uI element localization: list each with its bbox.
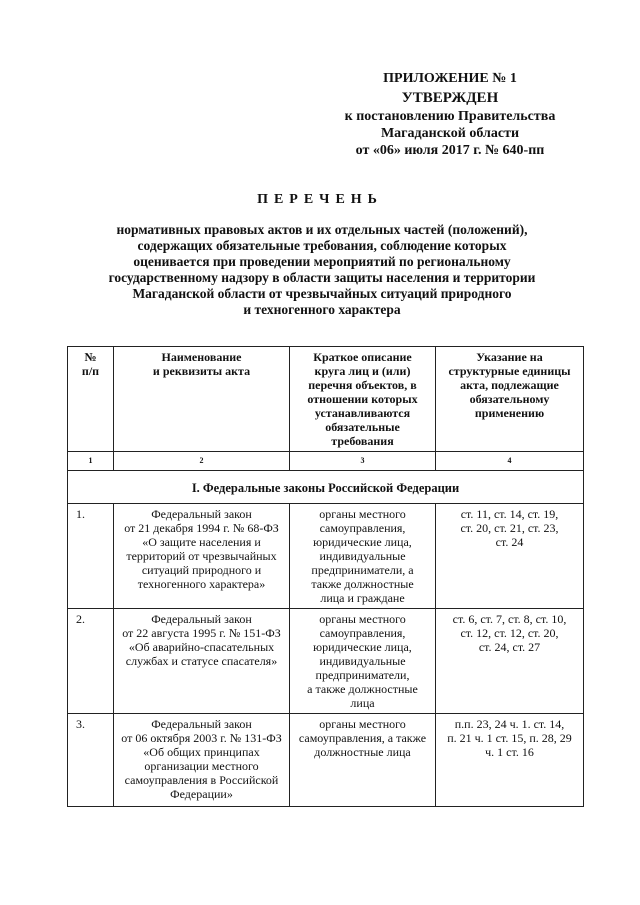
column-number: 2 <box>114 452 290 471</box>
column-number-row <box>68 452 584 471</box>
table-row <box>68 609 584 714</box>
persons-cell: органы местного самоуправления, юридические лица, индивидуальные предприниматели, а также должностные лица <box>290 609 436 714</box>
document-title: ПЕРЕЧЕНЬ <box>257 192 383 207</box>
acts-table <box>67 346 584 807</box>
subtitle-line: нормативных правовых актов и их отдельных частей (положений), <box>116 222 528 237</box>
persons-cell: органы местного самоуправления, юридические лица, индивидуальные предприниматели, а также должностные лица и граждане <box>290 504 436 609</box>
approved-by-line: к постановлению Правительства <box>344 109 556 124</box>
act-cell: Федеральный закон от 22 августа 1995 г. № 151-ФЗ «Об аварийно-спасательных службах и статусе спасателя» <box>114 609 290 714</box>
approved-label: УТВЕРЖДЕН <box>401 90 499 106</box>
decree-date-line: от «06» июля 2017 г. № 640-пп <box>355 143 545 158</box>
header-number: № п/п <box>68 347 114 452</box>
row-number: 3. <box>68 714 114 807</box>
persons-cell: органы местного самоуправления, а также должностные лица <box>290 714 436 807</box>
table-header-row <box>68 347 584 452</box>
units-cell: ст. 6, ст. 7, ст. 8, ст. 10, ст. 12, ст. 12, ст. 20, ст. 24, ст. 27 <box>436 609 584 714</box>
document-subtitle <box>62 222 582 318</box>
column-number: 1 <box>68 452 114 471</box>
act-cell: Федеральный закон от 06 октября 2003 г. № 131-ФЗ «Об общих принципах организации местного самоуправления в Российской Федерации» <box>114 714 290 807</box>
appendix-number: ПРИЛОЖЕНИЕ № 1 <box>383 71 517 86</box>
table-row <box>68 714 584 807</box>
appendix-block <box>300 70 600 159</box>
subtitle-line: содержащих обязательные требования, соблюдение которых <box>137 238 507 253</box>
table-row <box>68 504 584 609</box>
row-number: 2. <box>68 609 114 714</box>
header-units: Указание на структурные единицы акта, подлежащие обязательному применению <box>436 347 584 452</box>
column-number: 4 <box>436 452 584 471</box>
subtitle-line: оценивается при проведении мероприятий по региональному <box>133 254 511 269</box>
units-cell: п.п. 23, 24 ч. 1. ст. 14, п. 21 ч. 1 ст. 15, п. 28, 29 ч. 1 ст. 16 <box>436 714 584 807</box>
act-cell: Федеральный закон от 21 декабря 1994 г. № 68-ФЗ «О защите населения и территорий от чрезвычайных ситуаций природного и техногенного характера» <box>114 504 290 609</box>
section-row <box>68 471 584 504</box>
subtitle-line: Магаданской области от чрезвычайных ситуаций природного <box>132 286 512 301</box>
units-cell: ст. 11, ст. 14, ст. 19, ст. 20, ст. 21, ст. 23, ст. 24 <box>436 504 584 609</box>
region-line: Магаданской области <box>380 126 520 141</box>
subtitle-line: государственному надзору в области защиты населения и территории <box>108 270 536 285</box>
subtitle-line: и техногенного характера <box>243 302 401 317</box>
section-title: I. Федеральные законы Российской Федерации <box>68 471 584 504</box>
column-number: 3 <box>290 452 436 471</box>
header-persons: Краткое описание круга лиц и (или) перечня объектов, в отношении которых устанавливаются обязательные требования <box>290 347 436 452</box>
row-number: 1. <box>68 504 114 609</box>
header-act-name: Наименование и реквизиты акта <box>114 347 290 452</box>
